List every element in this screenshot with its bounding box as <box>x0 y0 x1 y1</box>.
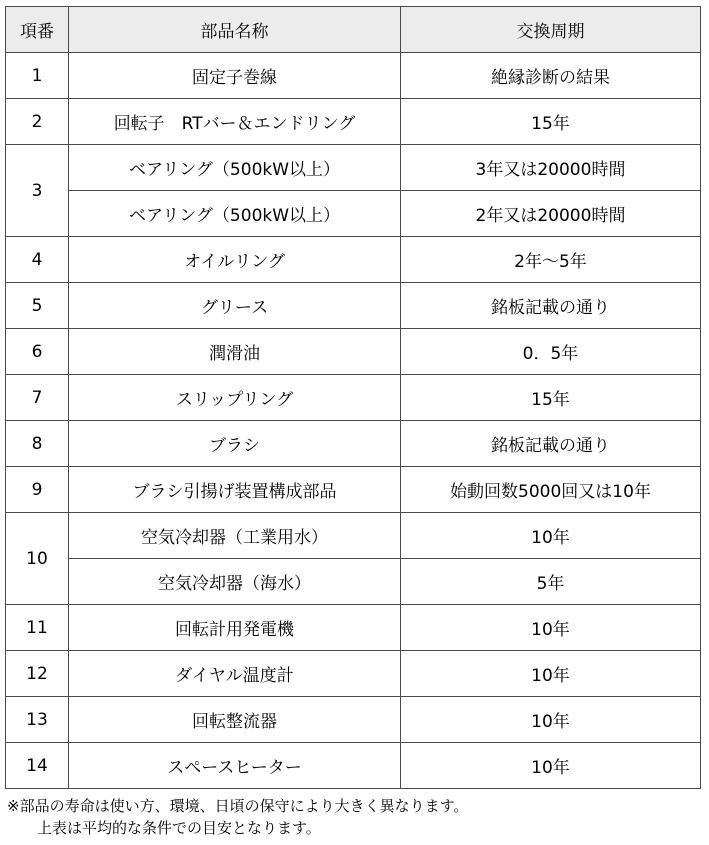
row-replacement-cycle: 15年 <box>401 99 701 145</box>
row-replacement-cycle: 10年 <box>401 605 701 651</box>
parts-replacement-table <box>5 6 701 789</box>
table-row <box>6 467 701 513</box>
row-replacement-cycle: 10年 <box>401 651 701 697</box>
row-no: 8 <box>6 421 69 467</box>
table-row <box>6 697 701 743</box>
table-row <box>6 743 701 789</box>
row-replacement-cycle: 15年 <box>401 375 701 421</box>
row-part-name: 回転整流器 <box>69 697 401 743</box>
row-replacement-cycle: 2年～5年 <box>401 237 701 283</box>
footnote-line-1: ※部品の寿命は使い方、環境、日頃の保守により大きく異なります。 <box>7 797 469 815</box>
row-part-name: ベアリング（500kW以上） <box>69 191 401 237</box>
table-row <box>6 99 701 145</box>
table-row <box>6 559 701 605</box>
header-replacement-cycle: 交換周期 <box>401 7 701 53</box>
header-no: 項番 <box>6 7 69 53</box>
row-no: 12 <box>6 651 69 697</box>
row-part-name: 固定子巻線 <box>69 53 401 99</box>
row-replacement-cycle: 銘板記載の通り <box>401 283 701 329</box>
row-no: 11 <box>6 605 69 651</box>
row-no: 3 <box>6 145 69 237</box>
table-row <box>6 513 701 559</box>
row-part-name: 潤滑油 <box>69 329 401 375</box>
row-no: 1 <box>6 53 69 99</box>
table-row <box>6 53 701 99</box>
row-no: 4 <box>6 237 69 283</box>
table-row <box>6 191 701 237</box>
table-header-row <box>6 7 701 53</box>
header-part-name: 部品名称 <box>69 7 401 53</box>
row-replacement-cycle: 5年 <box>401 559 701 605</box>
row-no: 13 <box>6 697 69 743</box>
table-row <box>6 421 701 467</box>
row-replacement-cycle: 銘板記載の通り <box>401 421 701 467</box>
row-replacement-cycle: 10年 <box>401 743 701 789</box>
row-part-name: グリース <box>69 283 401 329</box>
row-part-name: 空気冷却器（海水） <box>69 559 401 605</box>
table-row <box>6 283 701 329</box>
table-row <box>6 375 701 421</box>
table-row <box>6 651 701 697</box>
row-replacement-cycle: 10年 <box>401 513 701 559</box>
row-no: 7 <box>6 375 69 421</box>
row-replacement-cycle: 10年 <box>401 697 701 743</box>
row-part-name: スペースヒーター <box>69 743 401 789</box>
row-part-name: ダイヤル温度計 <box>69 651 401 697</box>
row-replacement-cycle: 3年又は20000時間 <box>401 145 701 191</box>
row-replacement-cycle: 絶縁診断の結果 <box>401 53 701 99</box>
table-row <box>6 605 701 651</box>
row-no: 6 <box>6 329 69 375</box>
row-part-name: スリップリング <box>69 375 401 421</box>
row-part-name: ブラシ引揚げ装置構成部品 <box>69 467 401 513</box>
row-no: 5 <box>6 283 69 329</box>
footnote <box>7 795 468 839</box>
row-replacement-cycle: 0．5年 <box>401 329 701 375</box>
row-part-name: ブラシ <box>69 421 401 467</box>
table-row <box>6 237 701 283</box>
row-replacement-cycle: 2年又は20000時間 <box>401 191 701 237</box>
table-row <box>6 145 701 191</box>
row-no: 14 <box>6 743 69 789</box>
row-part-name: オイルリング <box>69 237 401 283</box>
footnote-line-2: 上表は平均的な条件での目安となります。 <box>37 819 321 837</box>
row-no: 9 <box>6 467 69 513</box>
row-part-name: 空気冷却器（工業用水） <box>69 513 401 559</box>
row-part-name: ベアリング（500kW以上） <box>69 145 401 191</box>
row-replacement-cycle: 始動回数5000回又は10年 <box>401 467 701 513</box>
table-row <box>6 329 701 375</box>
row-no: 2 <box>6 99 69 145</box>
row-part-name: 回転計用発電機 <box>69 605 401 651</box>
row-part-name: 回転子 RTバー＆エンドリング <box>69 99 401 145</box>
row-no: 10 <box>6 513 69 605</box>
